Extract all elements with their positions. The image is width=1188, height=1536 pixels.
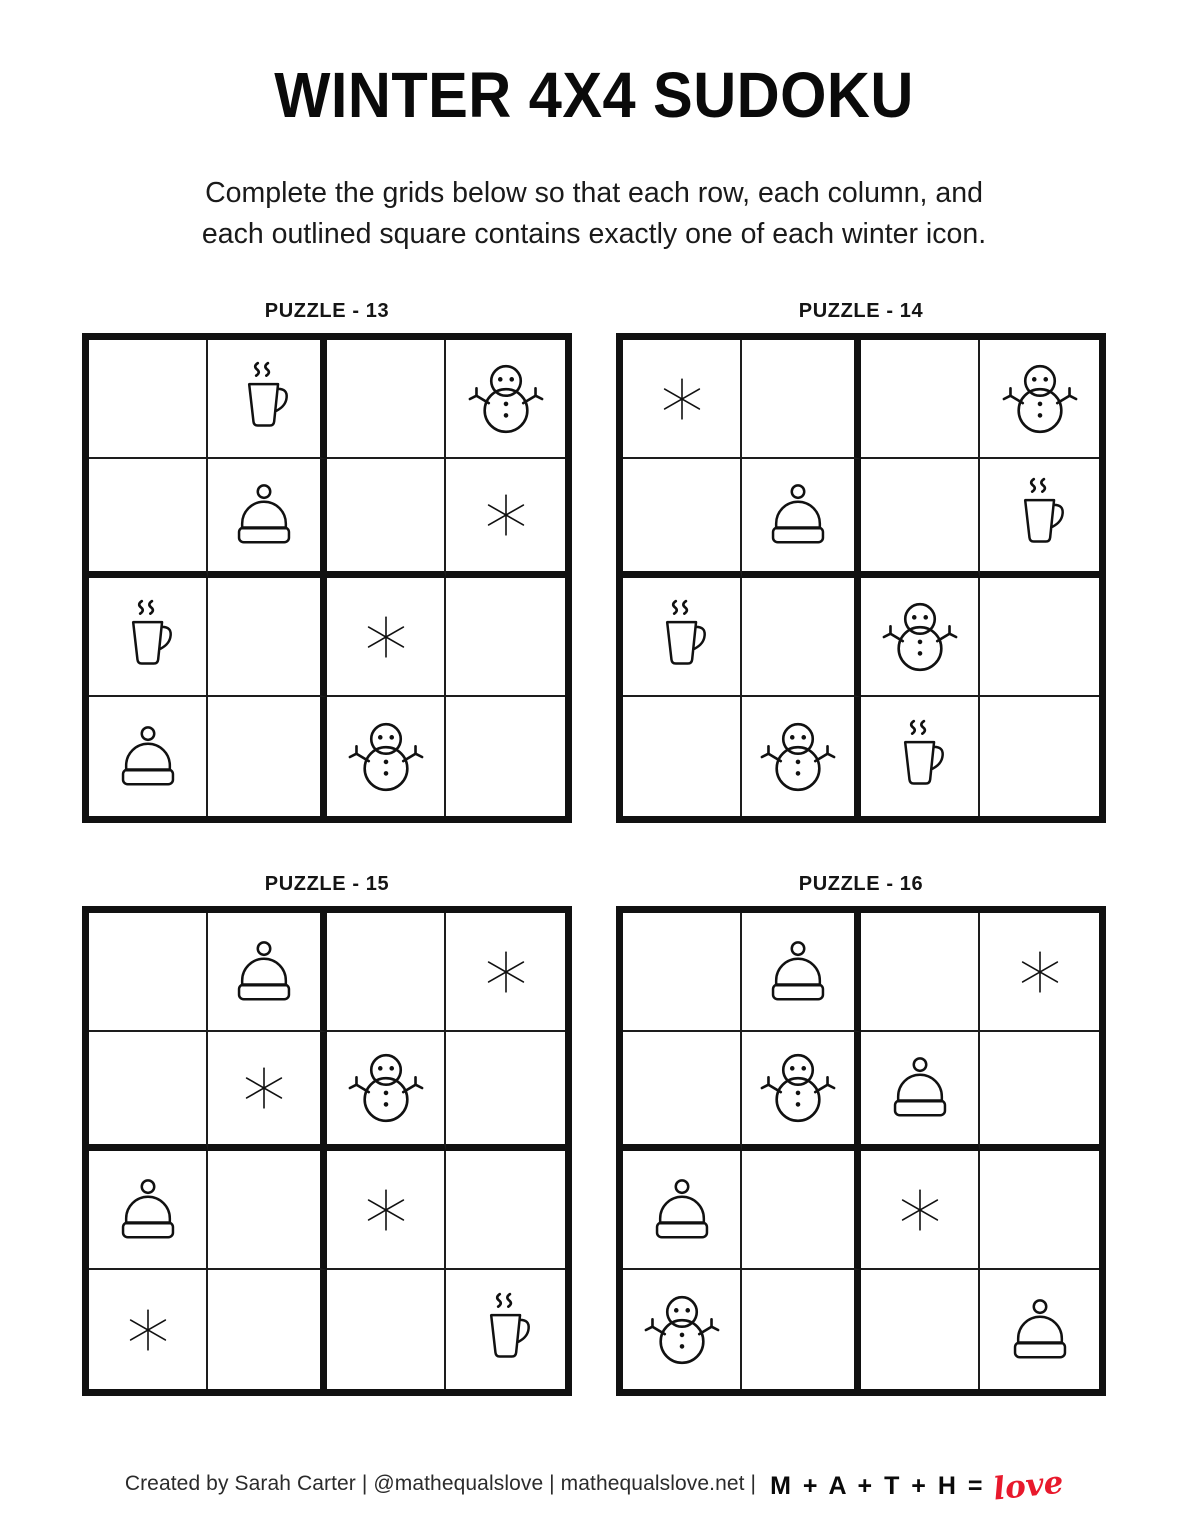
winter-hat-icon: [225, 933, 303, 1011]
cell-r3-c4[interactable]: [980, 578, 1099, 697]
cell-r1-c3[interactable]: [327, 913, 446, 1032]
hot-cocoa-mug-icon: [1001, 476, 1079, 554]
cell-r3-c2[interactable]: [208, 1151, 327, 1270]
cell-r3-c3[interactable]: [861, 578, 980, 697]
cell-r3-c1[interactable]: [623, 1151, 742, 1270]
cell-r2-c3[interactable]: [327, 1032, 446, 1151]
cell-r4-c3[interactable]: [861, 1270, 980, 1389]
cell-r4-c1[interactable]: [89, 1270, 208, 1389]
puzzles-container: [0, 300, 1188, 1396]
cell-r1-c1[interactable]: [89, 340, 208, 459]
cell-r3-c2[interactable]: [208, 578, 327, 697]
cell-r4-c2[interactable]: [208, 1270, 327, 1389]
snowflake-icon: [117, 1299, 179, 1361]
cell-r2-c1[interactable]: [623, 1032, 742, 1151]
cell-r2-c2[interactable]: [208, 459, 327, 578]
cell-r3-c3[interactable]: [327, 578, 446, 697]
snowflake-icon: [1009, 941, 1071, 1003]
math-equals-love-logo: [770, 1464, 1066, 1508]
cell-r1-c1[interactable]: [623, 913, 742, 1032]
page-title: WINTER 4X4 SUDOKU: [274, 59, 914, 131]
puzzle-15-grid[interactable]: [82, 906, 572, 1396]
puzzle-15-label: PUZZLE - 15: [264, 873, 390, 895]
cell-r4-c2[interactable]: [742, 697, 861, 816]
puzzle-row-top: [0, 300, 1188, 823]
logo-equation: M + A + T + H =: [770, 1472, 985, 1500]
cell-r4-c4[interactable]: [446, 1270, 565, 1389]
cell-r4-c3[interactable]: [327, 697, 446, 816]
instruction-line-2: each outlined square contains exactly one of each winter icon.: [201, 217, 987, 250]
cell-r2-c3[interactable]: [861, 459, 980, 578]
winter-hat-icon: [881, 1049, 959, 1127]
snowman-icon: [641, 1289, 723, 1371]
puzzle-16: [616, 873, 1106, 1396]
cell-r3-c4[interactable]: [446, 578, 565, 697]
snowflake-icon: [889, 1179, 951, 1241]
instructions: [0, 129, 1188, 254]
cell-r2-c3[interactable]: [327, 459, 446, 578]
cell-r3-c4[interactable]: [980, 1151, 1099, 1270]
winter-hat-icon: [759, 933, 837, 1011]
cell-r1-c2[interactable]: [208, 913, 327, 1032]
cell-r4-c1[interactable]: [623, 697, 742, 816]
hot-cocoa-mug-icon: [225, 360, 303, 438]
cell-r4-c4[interactable]: [980, 1270, 1099, 1389]
cell-r1-c1[interactable]: [89, 913, 208, 1032]
cell-r3-c4[interactable]: [446, 1151, 565, 1270]
puzzle-14-label: PUZZLE - 14: [798, 300, 924, 322]
cell-r2-c1[interactable]: [623, 459, 742, 578]
puzzle-13-label: PUZZLE - 13: [264, 300, 390, 322]
hot-cocoa-mug-icon: [109, 598, 187, 676]
puzzle-16-grid[interactable]: [616, 906, 1106, 1396]
cell-r2-c2[interactable]: [742, 459, 861, 578]
puzzle-13: [82, 300, 572, 823]
cell-r4-c3[interactable]: [327, 1270, 446, 1389]
cell-r1-c4[interactable]: [446, 913, 565, 1032]
snowflake-icon: [233, 1057, 295, 1119]
cell-r1-c2[interactable]: [742, 340, 861, 459]
footer-credit: Created by Sarah Carter | @mathequalslove | mathequalslove.net |: [124, 1472, 757, 1495]
logo-love-word: love: [991, 1464, 1066, 1508]
snowflake-icon: [651, 368, 713, 430]
winter-hat-icon: [1001, 1291, 1079, 1369]
snowflake-icon: [475, 941, 537, 1003]
cell-r4-c1[interactable]: [623, 1270, 742, 1389]
snowman-icon: [879, 596, 961, 678]
winter-hat-icon: [109, 1171, 187, 1249]
cell-r4-c4[interactable]: [980, 697, 1099, 816]
snowman-icon: [757, 1047, 839, 1129]
snowman-icon: [345, 716, 427, 798]
cell-r1-c4[interactable]: [446, 340, 565, 459]
cell-r1-c3[interactable]: [861, 340, 980, 459]
cell-r2-c2[interactable]: [742, 1032, 861, 1151]
winter-hat-icon: [759, 476, 837, 554]
cell-r2-c1[interactable]: [89, 1032, 208, 1151]
winter-hat-icon: [109, 718, 187, 796]
cell-r1-c3[interactable]: [861, 913, 980, 1032]
snowman-icon: [345, 1047, 427, 1129]
cell-r2-c3[interactable]: [861, 1032, 980, 1151]
puzzle-16-label: PUZZLE - 16: [798, 873, 924, 895]
cell-r1-c2[interactable]: [208, 340, 327, 459]
winter-hat-icon: [225, 476, 303, 554]
hot-cocoa-mug-icon: [643, 598, 721, 676]
hot-cocoa-mug-icon: [881, 718, 959, 796]
hot-cocoa-mug-icon: [467, 1291, 545, 1369]
cell-r2-c4[interactable]: [446, 1032, 565, 1151]
cell-r1-c4[interactable]: [980, 340, 1099, 459]
cell-r3-c3[interactable]: [327, 1151, 446, 1270]
cell-r1-c1[interactable]: [623, 340, 742, 459]
cell-r4-c2[interactable]: [742, 1270, 861, 1389]
cell-r2-c4[interactable]: [980, 459, 1099, 578]
cell-r4-c1[interactable]: [89, 697, 208, 816]
cell-r2-c4[interactable]: [446, 459, 565, 578]
cell-r3-c3[interactable]: [861, 1151, 980, 1270]
cell-r3-c1[interactable]: [89, 1151, 208, 1270]
instruction-line-1: Complete the grids below so that each row, each column, and: [205, 177, 983, 210]
cell-r3-c1[interactable]: [623, 578, 742, 697]
puzzle-14: [616, 300, 1106, 823]
cell-r2-c4[interactable]: [980, 1032, 1099, 1151]
snowflake-icon: [355, 606, 417, 668]
winter-hat-icon: [643, 1171, 721, 1249]
cell-r3-c1[interactable]: [89, 578, 208, 697]
cell-r2-c2[interactable]: [208, 1032, 327, 1151]
snowman-icon: [999, 358, 1081, 440]
snowman-icon: [757, 716, 839, 798]
footer: [0, 1464, 1188, 1508]
puzzle-15: [82, 873, 572, 1396]
cell-r1-c3[interactable]: [327, 340, 446, 459]
cell-r2-c1[interactable]: [89, 459, 208, 578]
cell-r1-c2[interactable]: [742, 913, 861, 1032]
puzzle-14-grid[interactable]: [616, 333, 1106, 823]
puzzle-13-grid[interactable]: [82, 333, 572, 823]
cell-r3-c2[interactable]: [742, 578, 861, 697]
cell-r4-c3[interactable]: [861, 697, 980, 816]
cell-r4-c2[interactable]: [208, 697, 327, 816]
cell-r4-c4[interactable]: [446, 697, 565, 816]
snowflake-icon: [355, 1179, 417, 1241]
cell-r3-c2[interactable]: [742, 1151, 861, 1270]
cell-r1-c4[interactable]: [980, 913, 1099, 1032]
snowman-icon: [465, 358, 547, 440]
puzzle-row-bottom: [0, 873, 1188, 1396]
snowflake-icon: [475, 484, 537, 546]
